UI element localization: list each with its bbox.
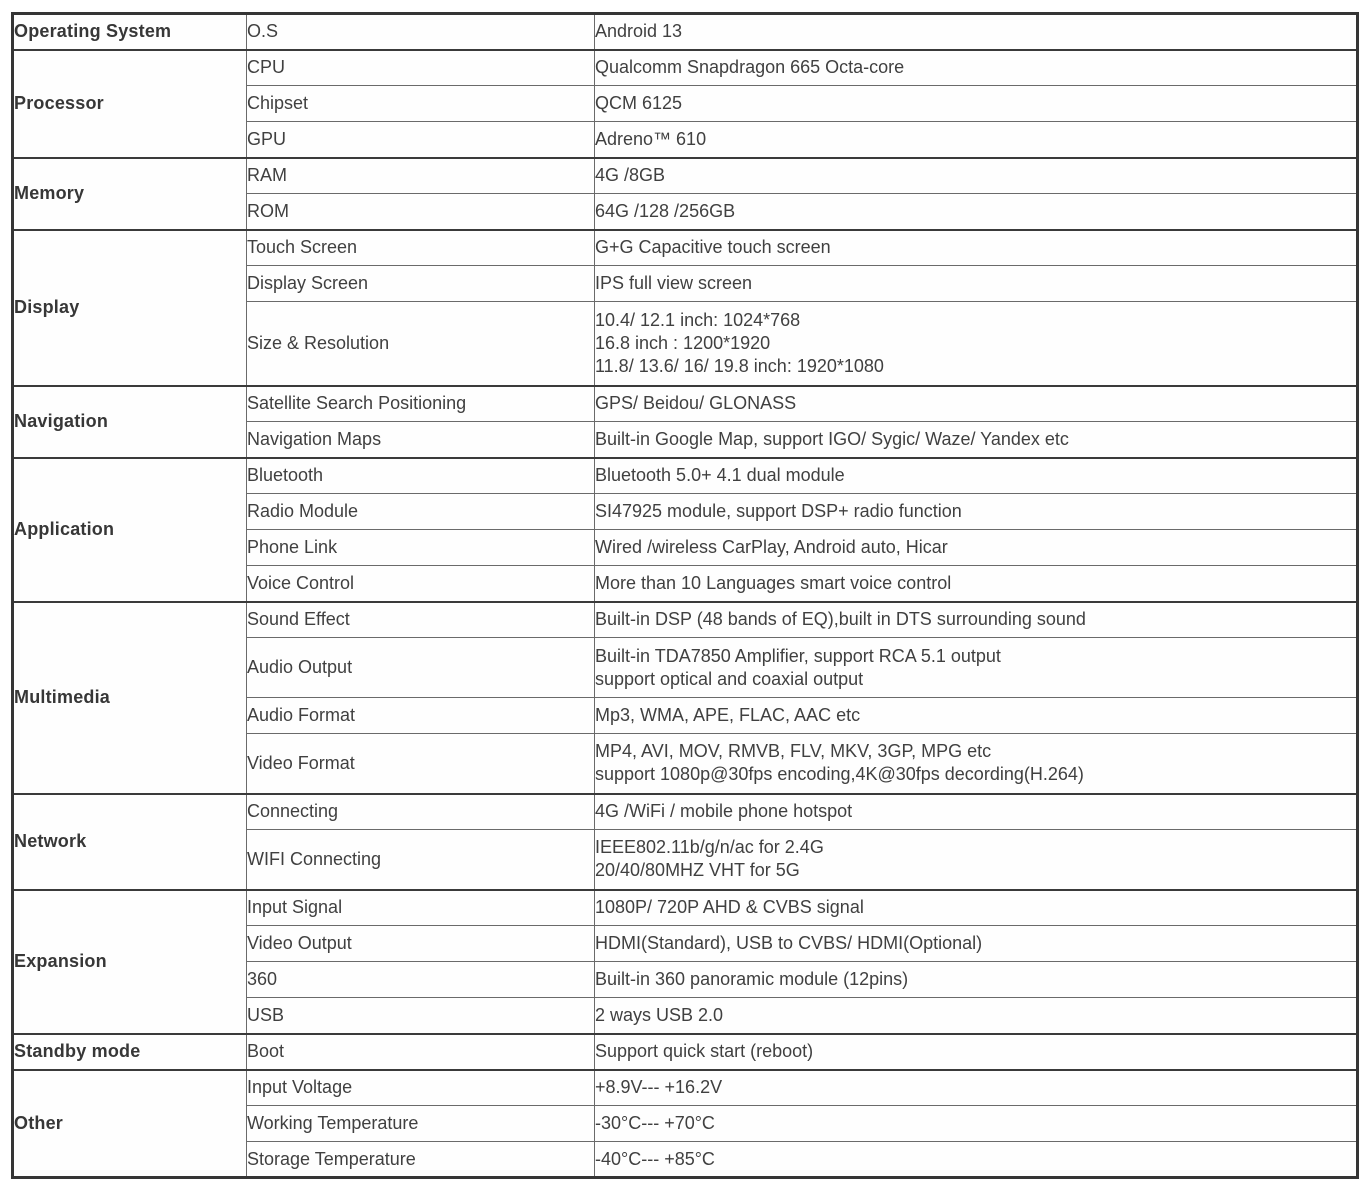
spec-value-line: Bluetooth 5.0+ 4.1 dual module (595, 465, 845, 486)
spec-item-value (595, 122, 1358, 158)
spec-value-line: 20/40/80MHZ VHT for 5G (595, 860, 800, 881)
spec-item-value (595, 50, 1358, 86)
spec-item-label: Touch Screen (247, 230, 595, 266)
spec-value-line: SI47925 module, support DSP+ radio function (595, 501, 962, 521)
spec-item-value (595, 530, 1358, 566)
spec-item-value (595, 1106, 1358, 1142)
category-cell: Memory (13, 158, 247, 230)
spec-item-value (595, 890, 1358, 926)
spec-item-label: ROM (247, 194, 595, 230)
spec-value-line: -40°C--- +85°C (595, 1148, 715, 1169)
table-row (13, 230, 1358, 266)
table-row (13, 50, 1358, 86)
spec-item-value (595, 86, 1358, 122)
spec-item-value (595, 998, 1358, 1034)
table-row (13, 14, 1358, 50)
spec-item-value (595, 926, 1358, 962)
category-cell: Other (13, 1070, 247, 1178)
spec-item-label: Connecting (247, 794, 595, 830)
category-cell: Processor (13, 50, 247, 158)
spec-value-line: IEEE802.11b/g/n/ac for 2.4G (595, 837, 824, 858)
spec-value-line: QCM 6125 (595, 93, 683, 113)
spec-item-value (595, 302, 1358, 386)
category-cell: Navigation (13, 386, 247, 458)
spec-value-line: 4G /8GB (595, 165, 666, 186)
table-row (13, 890, 1358, 926)
spec-item-value (595, 1034, 1358, 1070)
spec-value-line: support 1080p@30fps encoding,4K@30fps decording(H.264) (595, 764, 1084, 785)
spec-item-label: Storage Temperature (247, 1142, 595, 1178)
spec-item-value (595, 266, 1358, 302)
spec-item-label: Size & Resolution (247, 302, 595, 386)
spec-value-line: +8.9V--- +16.2V (595, 1077, 723, 1098)
spec-item-label: USB (247, 998, 595, 1034)
spec-item-value (595, 14, 1358, 50)
spec-item-value (595, 794, 1358, 830)
spec-value-line: Android 13 (595, 21, 683, 42)
spec-value-line: 1080P/ 720P AHD & CVBS signal (595, 897, 864, 918)
spec-item-label: WIFI Connecting (247, 830, 595, 890)
spec-item-value (595, 1142, 1358, 1178)
spec-item-label: Satellite Search Positioning (247, 386, 595, 422)
spec-value-line: Qualcomm Snapdragon 665 Octa-core (595, 57, 905, 78)
spec-value-line: More than 10 Languages smart voice control (595, 572, 952, 593)
spec-value-line: support optical and coaxial output (595, 668, 864, 689)
spec-item-label: 360 (247, 962, 595, 998)
spec-item-label: Phone Link (247, 530, 595, 566)
spec-item-value (595, 194, 1358, 230)
spec-item-label: Sound Effect (247, 602, 595, 638)
spec-item-label: Audio Output (247, 638, 595, 698)
spec-item-value (595, 602, 1358, 638)
table-row (13, 386, 1358, 422)
spec-item-value (595, 638, 1358, 698)
spec-value-line: 4G /WiFi / mobile phone hotspot (595, 801, 853, 822)
spec-item-label: Boot (247, 1034, 595, 1070)
spec-item-label: Bluetooth (247, 458, 595, 494)
spec-item-label: GPU (247, 122, 595, 158)
spec-item-label: Video Output (247, 926, 595, 962)
spec-item-label: Chipset (247, 86, 595, 122)
spec-table-body (13, 14, 1358, 1178)
spec-value-line: 2 ways USB 2.0 (595, 1004, 724, 1025)
category-cell: Multimedia (13, 602, 247, 794)
spec-item-value (595, 386, 1358, 422)
category-cell: Operating System (13, 14, 247, 50)
spec-item-value (595, 458, 1358, 494)
category-cell: Expansion (13, 890, 247, 1034)
spec-item-value (595, 734, 1358, 794)
spec-value-line: G+G Capacitive touch screen (595, 237, 831, 258)
spec-item-label: O.S (247, 14, 595, 50)
spec-item-value (595, 230, 1358, 266)
spec-item-label: Working Temperature (247, 1106, 595, 1142)
spec-item-value (595, 422, 1358, 458)
spec-item-label: Input Signal (247, 890, 595, 926)
spec-item-label: Radio Module (247, 494, 595, 530)
spec-value-line: 64G /128 /256GB (595, 200, 736, 221)
spec-item-label: CPU (247, 50, 595, 86)
spec-value-line: Mp3, WMA, APE, FLAC, AAC etc (595, 705, 861, 725)
spec-value-line: Adreno™ 610 (595, 128, 707, 149)
spec-value-line: GPS/ Beidou/ GLONASS (595, 393, 797, 414)
spec-item-label: Navigation Maps (247, 422, 595, 458)
category-cell: Standby mode (13, 1034, 247, 1070)
spec-value-line: Wired /wireless CarPlay, Android auto, Hicar (595, 537, 948, 557)
spec-item-value (595, 698, 1358, 734)
spec-item-label: Input Voltage (247, 1070, 595, 1106)
spec-item-label: Display Screen (247, 266, 595, 302)
spec-item-label: Video Format (247, 734, 595, 794)
spec-item-value (595, 494, 1358, 530)
spec-value-line: Built-in DSP (48 bands of EQ),built in DTS surrounding sound (595, 609, 1086, 630)
table-row (13, 794, 1358, 830)
spec-item-label: Voice Control (247, 566, 595, 602)
spec-value-line: MP4, AVI, MOV, RMVB, FLV, MKV, 3GP, MPG etc (595, 741, 992, 762)
spec-item-value (595, 830, 1358, 890)
spec-item-label: Audio Format (247, 698, 595, 734)
category-cell: Display (13, 230, 247, 386)
spec-item-value (595, 158, 1358, 194)
spec-value-line: 10.4/ 12.1 inch: 1024*768 (595, 309, 801, 330)
table-row (13, 1034, 1358, 1070)
table-row (13, 602, 1358, 638)
spec-value-line: -30°C--- +70°C (595, 1113, 715, 1133)
table-row (13, 458, 1358, 494)
spec-value-line: Support quick start (reboot) (595, 1041, 814, 1061)
spec-item-label: RAM (247, 158, 595, 194)
spec-item-value (595, 566, 1358, 602)
spec-item-value (595, 962, 1358, 998)
spec-value-line: Built-in Google Map, support IGO/ Sygic/ Waze/ Yandex etc (595, 428, 1069, 449)
spec-value-line: Built-in TDA7850 Amplifier, support RCA 5.1 output (595, 645, 1001, 666)
spec-value-line: 16.8 inch : 1200*1920 (595, 332, 771, 353)
spec-value-line: IPS full view screen (595, 273, 753, 293)
spec-value-line: HDMI(Standard), USB to CVBS/ HDMI(Optional) (595, 933, 983, 953)
spec-value-line: Built-in 360 panoramic module (12pins) (595, 969, 909, 989)
table-row (13, 158, 1358, 194)
category-cell: Application (13, 458, 247, 602)
spec-sheet (11, 12, 1359, 1179)
category-cell: Network (13, 794, 247, 890)
table-row (13, 1070, 1358, 1106)
spec-item-value (595, 1070, 1358, 1106)
spec-table (11, 12, 1359, 1179)
spec-value-line: 11.8/ 13.6/ 16/ 19.8 inch: 1920*1080 (595, 355, 884, 376)
